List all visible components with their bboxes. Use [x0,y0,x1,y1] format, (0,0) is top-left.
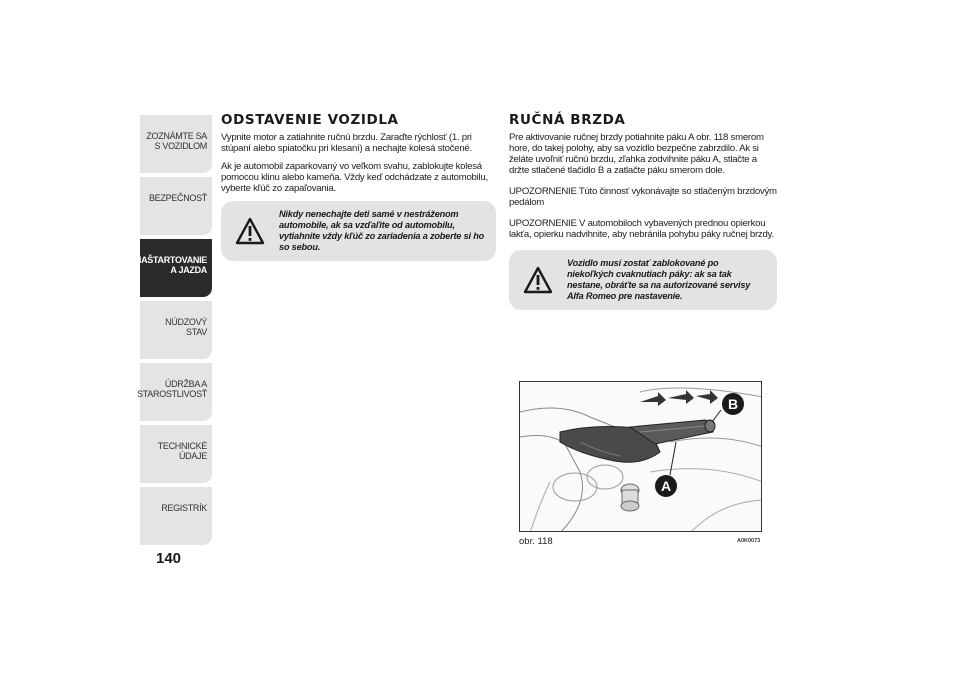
right-column [509,112,777,310]
paragraph: Ak je automobil zaparkovaný vo veľkom svahu, zablokujte kolesá pomocou klinu alebo kameňa. Vždy keď odchádzate z automobilu, vyberte kľúč zo zapaľovania. [221,161,488,194]
tab-nudzovy-stav[interactable]: NÚDZOVÝ STAV [140,301,212,359]
warning-box [509,250,777,310]
warning-text: Nikdy nenechajte deti samé v nestráženom automobile, ak sa vzďaľite od automobilu, vytiahnite vždy kľúč zo zariadenia a zoberte si ho so sebou. [279,209,485,252]
warning-text: Vozidlo musí zostať zablokované po niekoľkých cvaknutiach páky: ak sa tak nestane, obráťte sa na autorizované servisy Alfa Romeo pre nastavenie. [567,258,751,301]
callout-b: B [727,396,739,412]
section-heading-handbrake: RUČNÁ BRZDA [509,112,626,128]
tab-nastartovanie[interactable]: NAŠTARTOVANIE A JAZDA [140,239,212,297]
tab-zoznamte-sa[interactable]: ZOZNÁMTE SA S VOZIDLOM [140,115,212,173]
tab-registrik[interactable]: REGISTRÍK [140,487,212,545]
section-heading-parking: ODSTAVENIE VOZIDLA [221,112,399,128]
tab-technicke-udaje[interactable]: TECHNICKÉ ÚDAJE [140,425,212,483]
page-number: 140 [156,550,182,567]
figure-caption: obr. 118 [519,536,553,547]
paragraph: UPOZORNENIE V automobiloch vybavených prednou opierkou lakťa, opierku nadvihnite, aby nebránila pohybu páky ručnej brzdy. [509,218,774,240]
figure-code: A0K0073 [737,538,761,544]
tab-bezpecnost[interactable]: BEZPEČNOSŤ [140,177,212,235]
callout-a: A [660,478,672,494]
warning-triangle-icon [523,266,553,294]
handbrake-drawing [520,382,762,532]
paragraph: UPOZORNENIE Túto činnosť vykonávajte so stlačeným brzdovým pedálom [509,186,777,208]
left-column [221,112,496,261]
paragraph: Pre aktivovanie ručnej brzdy potiahnite páku A obr. 118 smerom hore, do takej polohy, aby sa vozidlo bezpečne zabrzdilo. Ak si želáte uvoľniť ručnú brzdu, zľahka zodvihnite páku A, stlačte a držte stlačené tlačidlo B a zatlačte páku smerom dole. [509,132,764,176]
paragraph: Vypnite motor a zatiahnite ručnú brzdu. Zaraďte rýchlosť (1. pri stúpaní alebo spiatočku pri klesaní) a nechajte kolesá stočené. [221,132,472,154]
tab-udrzba[interactable]: ÚDRŽBA A STAROSTLIVOSŤ [140,363,212,421]
warning-triangle-icon [235,217,265,245]
warning-box [221,201,496,261]
handbrake-illustration [519,381,762,532]
